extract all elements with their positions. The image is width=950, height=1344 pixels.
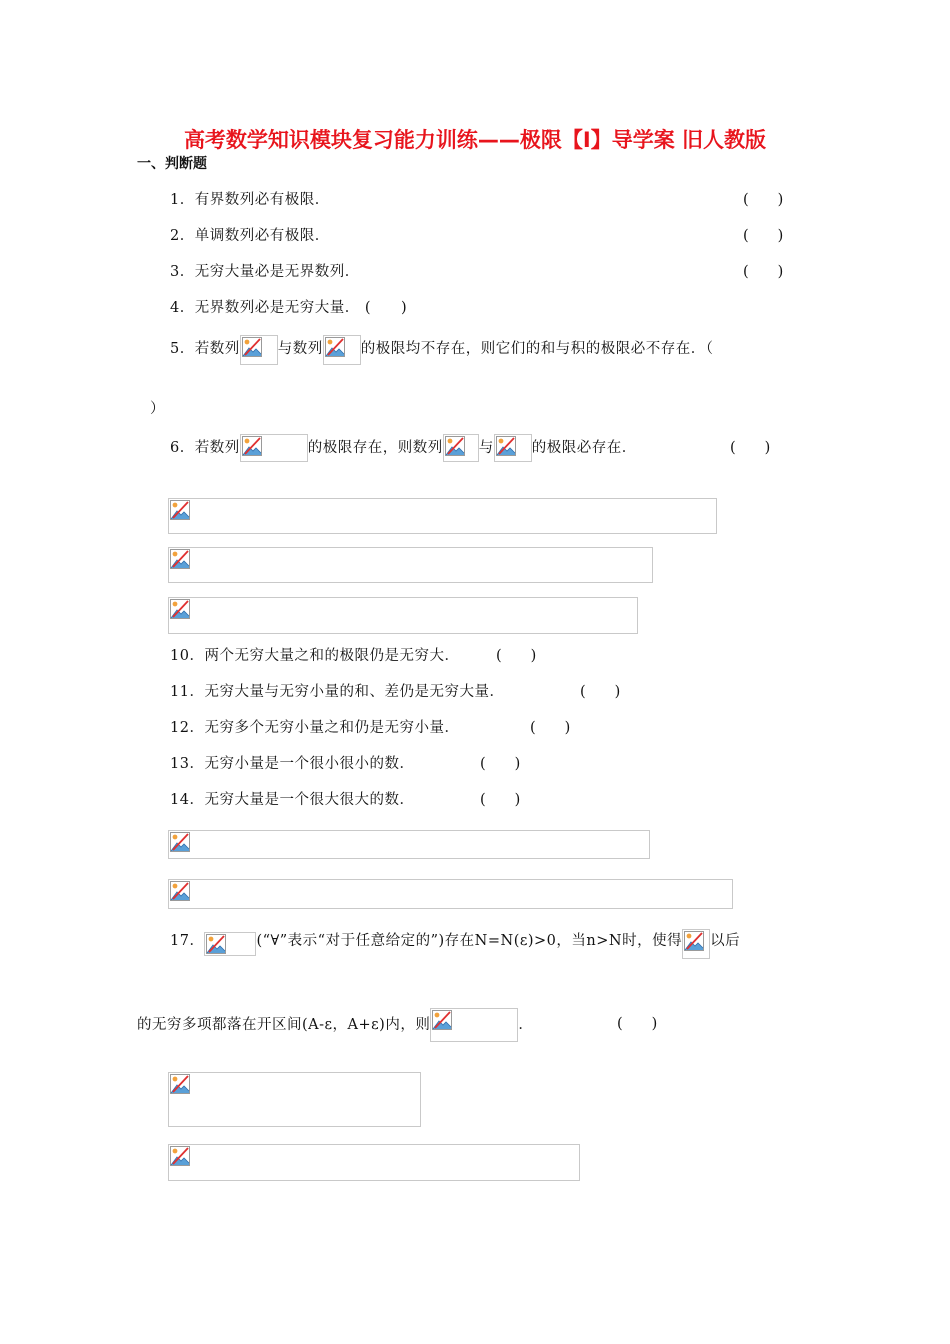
answer-blank-4[interactable]: ( ) bbox=[364, 300, 408, 316]
question-9-image bbox=[168, 597, 638, 634]
broken-image-icon bbox=[496, 436, 516, 456]
question-6-text-c: 与 bbox=[478, 440, 494, 456]
broken-image-icon bbox=[170, 599, 190, 619]
question-2: 2．单调数列必有极限． bbox=[170, 228, 330, 244]
question-17-text-d: 的无穷多项都落在开区间(A-ε，A+ε)内，则 bbox=[137, 1017, 431, 1033]
question-17-cont bbox=[137, 1008, 533, 1042]
question-14: 14．无穷大量是一个很大很大的数． bbox=[170, 792, 415, 808]
broken-image-icon bbox=[684, 931, 704, 951]
question-17-number: 17． bbox=[170, 933, 205, 949]
formula-image bbox=[430, 1008, 518, 1042]
broken-image-icon bbox=[170, 500, 190, 520]
question-4 bbox=[170, 296, 407, 317]
broken-image-icon bbox=[325, 337, 345, 357]
section-heading: 一、判断题 bbox=[137, 156, 207, 172]
question-5 bbox=[170, 333, 713, 365]
question-17-text-e: ． bbox=[518, 1017, 534, 1033]
question-13: 13．无穷小量是一个很小很小的数． bbox=[170, 756, 415, 772]
answer-blank-11[interactable]: ( ) bbox=[580, 684, 621, 700]
question-6-text-a: 6．若数列 bbox=[170, 440, 240, 456]
broken-image-icon bbox=[242, 436, 262, 456]
question-4-text: 4．无界数列必是无穷大量． bbox=[170, 300, 360, 316]
question-17 bbox=[170, 923, 740, 959]
broken-image-icon bbox=[170, 881, 190, 901]
question-11: 11．无穷大量与无穷小量的和、差仍是无穷大量． bbox=[170, 684, 505, 700]
question-1: 1．有界数列必有极限． bbox=[170, 192, 330, 208]
formula-image bbox=[494, 434, 532, 462]
question-6-text-b: 的极限存在，则数列 bbox=[307, 440, 443, 456]
answer-blank-13[interactable]: ( ) bbox=[480, 756, 521, 772]
question-5-text-c: 的极限均不存在，则它们的和与积的极限必不存在．（ bbox=[360, 341, 714, 357]
answer-blank-17[interactable]: ( ) bbox=[617, 1016, 658, 1032]
answer-blank-10[interactable]: ( ) bbox=[496, 648, 537, 664]
question-7-image bbox=[168, 498, 717, 534]
question-5-text-a: 5．若数列 bbox=[170, 341, 240, 357]
question-17-text-b: (“∀”表示“对于任意给定的”)存在N=N(ε)>0，当n>N时，使得 bbox=[256, 933, 683, 949]
answer-blank-6[interactable]: ( ) bbox=[730, 440, 771, 456]
formula-image bbox=[682, 929, 710, 959]
question-10: 10．两个无穷大量之和的极限仍是无穷大． bbox=[170, 648, 460, 664]
formula-image bbox=[204, 932, 256, 956]
question-6 bbox=[170, 434, 637, 462]
formula-image bbox=[240, 434, 308, 462]
formula-image bbox=[443, 434, 479, 462]
broken-image-icon bbox=[170, 832, 190, 852]
answer-blank-12[interactable]: ( ) bbox=[530, 720, 571, 736]
broken-image-icon bbox=[432, 1010, 452, 1030]
question-5-text-b: 与数列 bbox=[277, 341, 323, 357]
answer-blank-5-end[interactable]: ） bbox=[150, 401, 165, 417]
broken-image-icon bbox=[445, 436, 465, 456]
formula-image bbox=[323, 335, 361, 365]
broken-image-icon bbox=[206, 934, 226, 954]
formula-image bbox=[240, 335, 278, 365]
broken-image-icon bbox=[170, 1074, 190, 1094]
question-8-image bbox=[168, 547, 653, 583]
question-3: 3．无穷大量必是无界数列． bbox=[170, 264, 360, 280]
question-17-text-c: 以后 bbox=[710, 933, 741, 949]
question-19-image bbox=[168, 1144, 580, 1181]
page-title: 高考数学知识模块复习能力训练——极限【I】导学案 旧人教版 bbox=[183, 128, 767, 152]
answer-blank-1[interactable]: ( ) bbox=[743, 192, 784, 208]
broken-image-icon bbox=[170, 549, 190, 569]
question-12: 12．无穷多个无穷小量之和仍是无穷小量． bbox=[170, 720, 460, 736]
answer-blank-2[interactable]: ( ) bbox=[743, 228, 784, 244]
answer-blank-3[interactable]: ( ) bbox=[743, 264, 784, 280]
question-6-text-d: 的极限必存在． bbox=[531, 440, 637, 456]
broken-image-icon bbox=[242, 337, 262, 357]
question-18-image bbox=[168, 1072, 421, 1127]
broken-image-icon bbox=[170, 1146, 190, 1166]
answer-blank-14[interactable]: ( ) bbox=[480, 792, 521, 808]
question-16-image bbox=[168, 879, 733, 909]
question-15-image bbox=[168, 830, 650, 859]
